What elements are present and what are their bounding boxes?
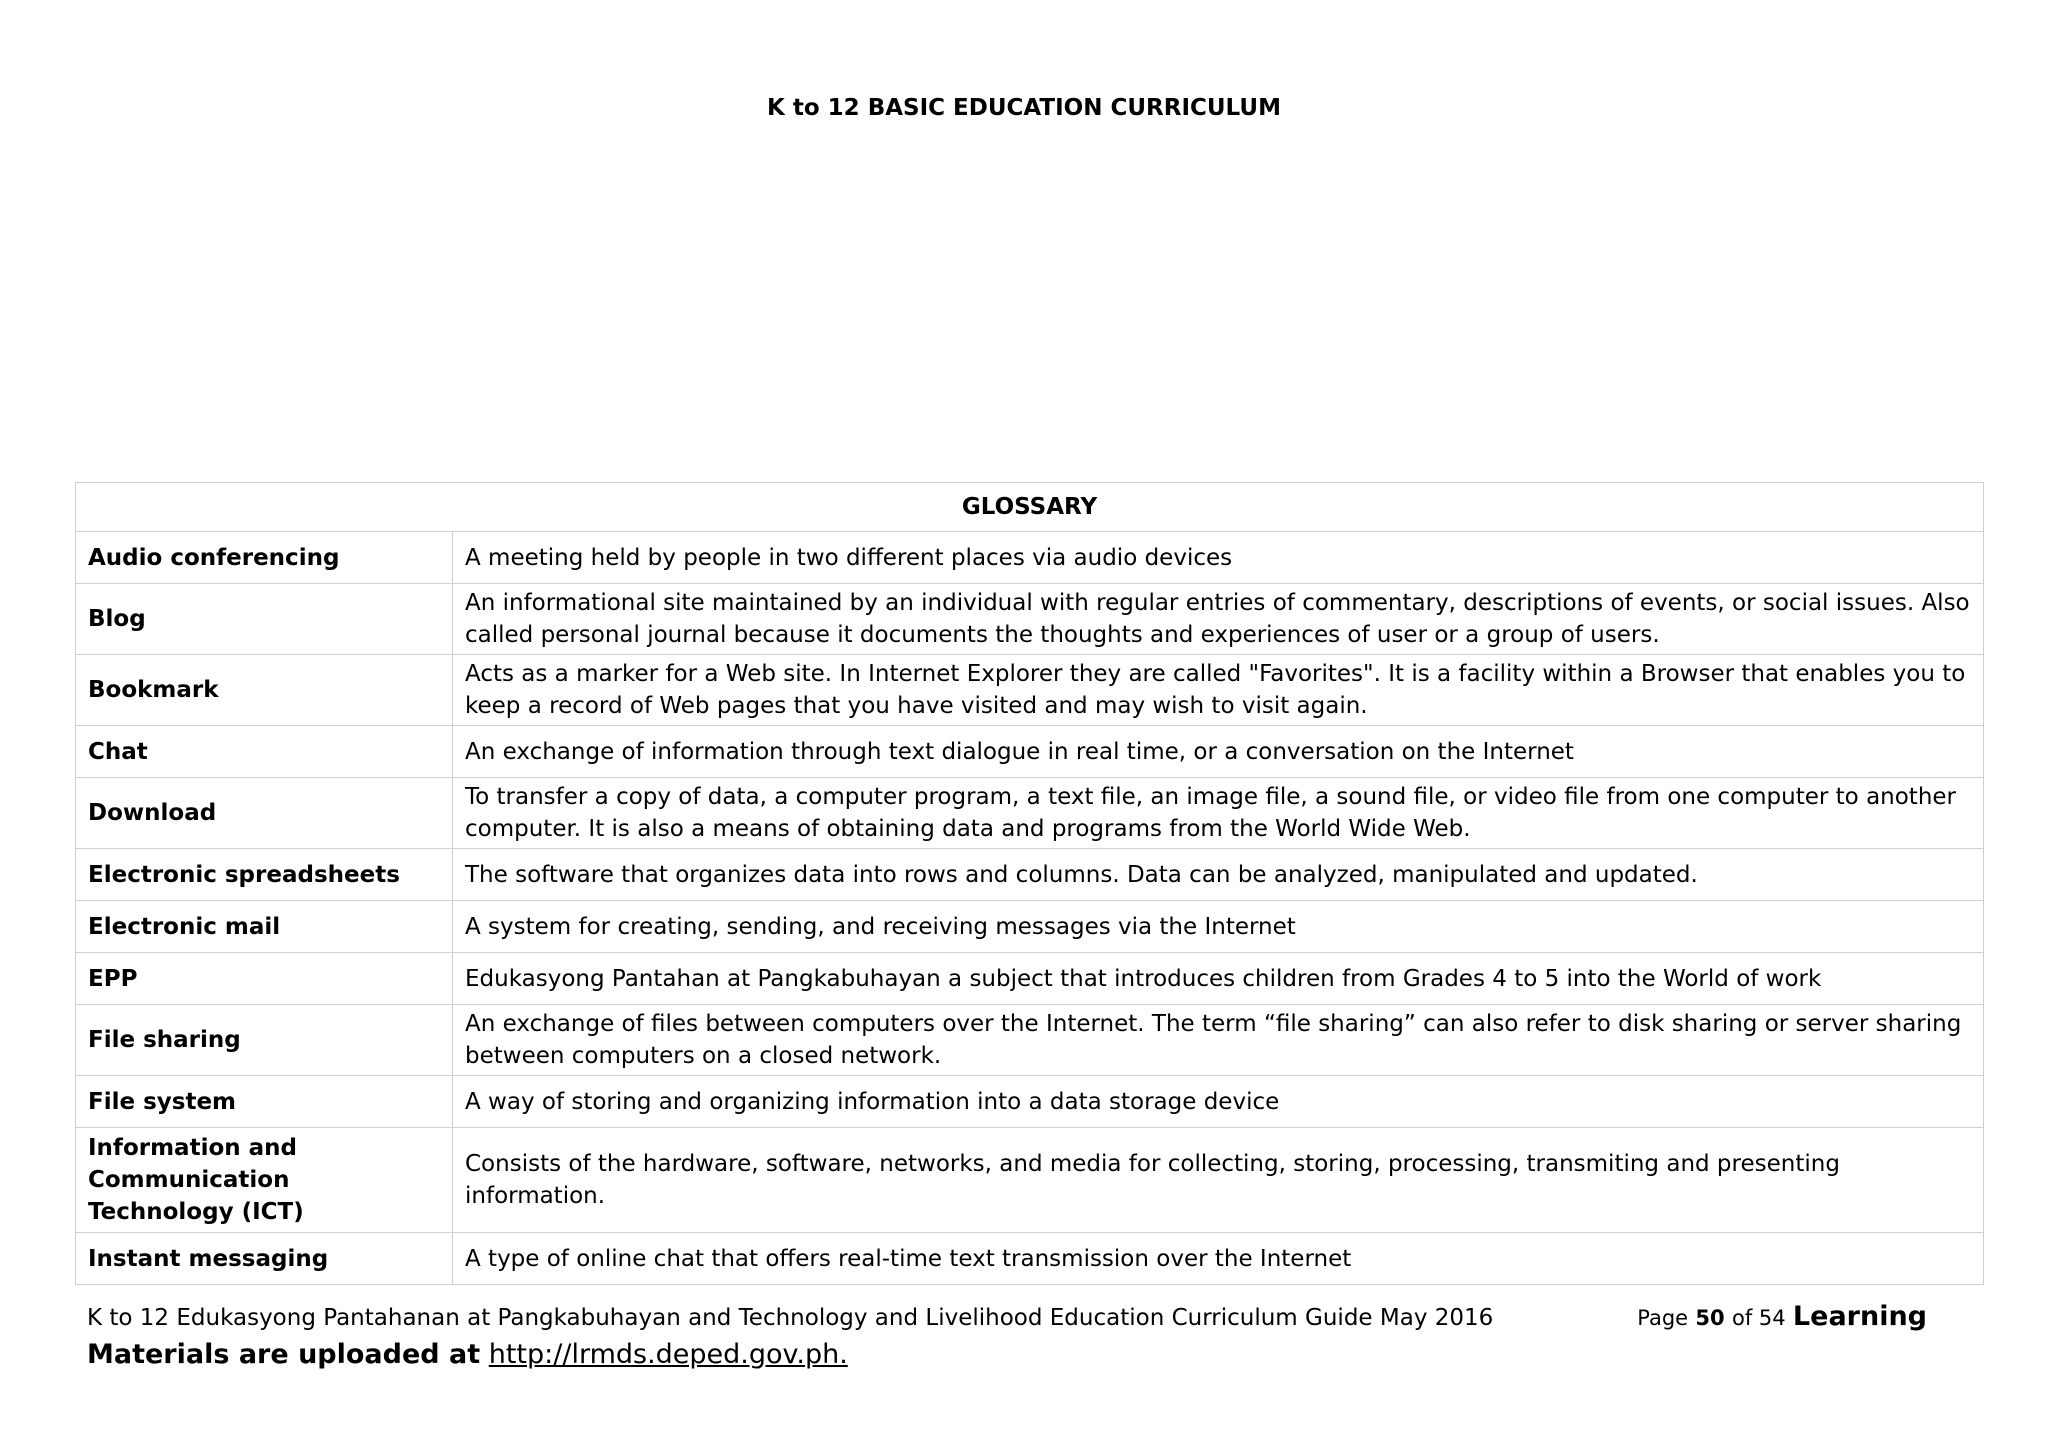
glossary-term: Blog xyxy=(76,584,453,655)
glossary-term: Download xyxy=(76,778,453,849)
footer-line xyxy=(87,1301,1927,1339)
page-header-title: K to 12 BASIC EDUCATION CURRICULUM xyxy=(767,95,1281,121)
table-row xyxy=(76,1076,1984,1128)
glossary-term: EPP xyxy=(76,953,453,1005)
footer-page-info xyxy=(1637,1301,1927,1332)
glossary-term: Information and Communication Technology (ICT) xyxy=(76,1128,453,1233)
table-row xyxy=(76,584,1984,655)
glossary-term: Electronic spreadsheets xyxy=(76,849,453,901)
footer-url-link[interactable]: http://lrmds.deped.gov.ph. xyxy=(488,1339,848,1370)
glossary-term: Chat xyxy=(76,726,453,778)
table-row xyxy=(76,778,1984,849)
glossary-definition: Consists of the hardware, software, networks, and media for collecting, storing, processing, transmiting and presenting information. xyxy=(453,1128,1984,1233)
glossary-definition: An exchange of information through text dialogue in real time, or a conversation on the Internet xyxy=(453,726,1984,778)
glossary-definition: To transfer a copy of data, a computer program, a text file, an image file, a sound file, or video file from one computer to another computer. It is also a means of obtaining data and programs from the World Wide Web. xyxy=(453,778,1984,849)
glossary-title-row xyxy=(76,483,1984,532)
footer-materials-text: Materials are uploaded at xyxy=(87,1339,481,1370)
table-row xyxy=(76,1233,1984,1285)
glossary-term: Audio conferencing xyxy=(76,532,453,584)
table-row xyxy=(76,655,1984,726)
table-row xyxy=(76,1005,1984,1076)
footer-page-label: Page xyxy=(1637,1306,1689,1330)
glossary-definition: Edukasyong Pantahan at Pangkabuhayan a subject that introduces children from Grades 4 to 5 into the World of work xyxy=(453,953,1984,1005)
glossary-term: Bookmark xyxy=(76,655,453,726)
table-row xyxy=(76,953,1984,1005)
glossary-definition: A meeting held by people in two different places via audio devices xyxy=(453,532,1984,584)
glossary-table xyxy=(75,482,1984,1285)
page-footer xyxy=(87,1301,1927,1370)
table-row xyxy=(76,849,1984,901)
table-row xyxy=(76,726,1984,778)
table-row xyxy=(76,1128,1984,1233)
glossary-definition: A system for creating, sending, and receiving messages via the Internet xyxy=(453,901,1984,953)
footer-materials-line xyxy=(87,1339,1927,1370)
glossary-definition: An informational site maintained by an individual with regular entries of commentary, descriptions of events, or social issues. Also called personal journal because it documents the thoughts and experiences of user or a group of users. xyxy=(453,584,1984,655)
glossary-term: Electronic mail xyxy=(76,901,453,953)
glossary-definition: Acts as a marker for a Web site. In Internet Explorer they are called "Favorites". It is a facility within a Browser that enables you to keep a record of Web pages that you have visited and may wish to visit again. xyxy=(453,655,1984,726)
glossary-term: File sharing xyxy=(76,1005,453,1076)
glossary-term: File system xyxy=(76,1076,453,1128)
table-row xyxy=(76,901,1984,953)
glossary-definition: A type of online chat that offers real-time text transmission over the Internet xyxy=(453,1233,1984,1285)
footer-guide-title: K to 12 Edukasyong Pantahanan at Pangkabuhayan and Technology and Livelihood Education Curriculum Guide May 2016 xyxy=(87,1305,1494,1331)
glossary-definition: The software that organizes data into rows and columns. Data can be analyzed, manipulated and updated. xyxy=(453,849,1984,901)
footer-page-number: 50 xyxy=(1695,1306,1725,1330)
glossary-definition: A way of storing and organizing information into a data storage device xyxy=(453,1076,1984,1128)
glossary-definition: An exchange of files between computers over the Internet. The term “file sharing” can also refer to disk sharing or server sharing between computers on a closed network. xyxy=(453,1005,1984,1076)
table-row xyxy=(76,532,1984,584)
footer-learning: Learning xyxy=(1792,1301,1927,1332)
glossary-term: Instant messaging xyxy=(76,1233,453,1285)
footer-page-total: of 54 xyxy=(1731,1306,1786,1330)
glossary-title: GLOSSARY xyxy=(76,483,1984,532)
